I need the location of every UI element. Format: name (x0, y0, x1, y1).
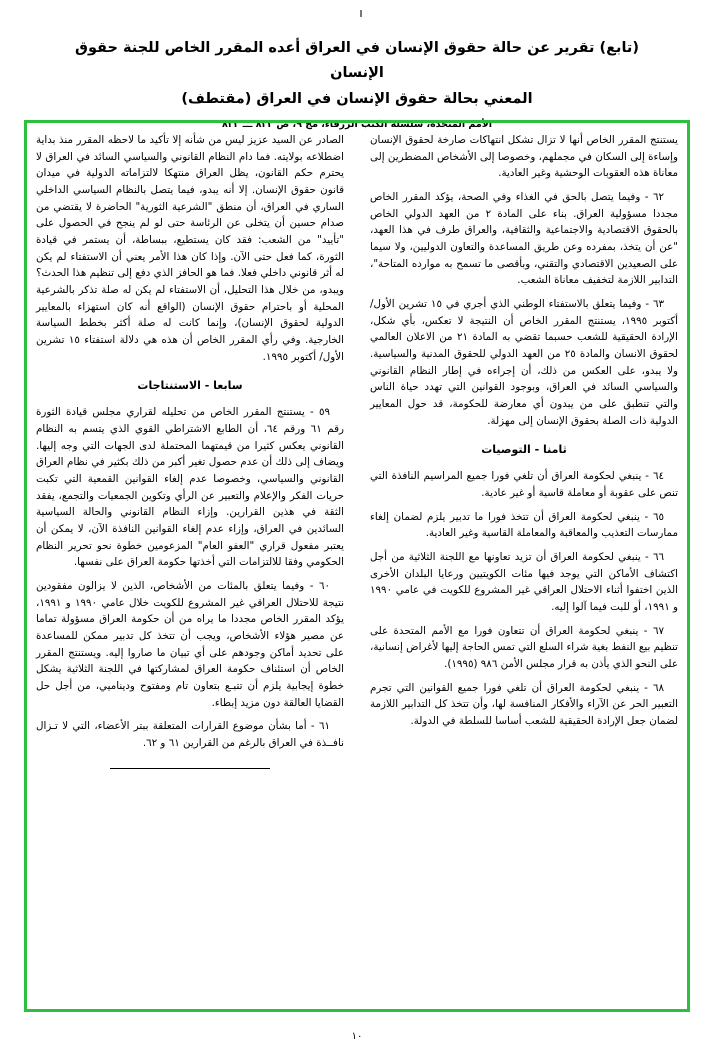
document-source-citation: "الأمم المتحدة، سلسلة الكتب الزرقاء، مج ٩، ص ٨٢٣ ـــ ٨٣٢" (216, 119, 498, 131)
paragraph: ٦٧ - ينبغي لحكومة العراق أن تتعاون فورا مع الأمم المتحدة على تنظيم بيع النفط بغية شراء السلع التي تمس الحاجة إليها لأغراض إنسانية، على النحو الذي يأذن به قرار مجلس الأمن ٩٨٦ (١٩٩٥). (370, 624, 678, 670)
paragraph: الصادر عن السيد عزيز ليس من شأنه إلا تأكيد ما لاحظه المقرر منذ بداية اضطلاعه بولايته. فما دام النظام القانوني والسياسي السائد في العراق لا يحترم حكم القانون، يظل العراق منتهكا لالتزاماته الدولية في ميدان قانون حقوق الإنسان. إلا أنه يبدو، فيما يتصل بالنظام السياسي الداخلي الساري في العراق، أن منطق "الشرعية الثورية" الحاضرة لا يقتضي من صدام حسين أن يتخلى عن الرئاسة حتى لو لم ينجح في الحصول على "تأييد" من الشعب: فقد كان يستطيع، ببساطة، أن يستمر في قيادة الثورة، كما فعل حتى الآن. وإذا كان هذا الأمر يعني أن الاستفتاء لم يكن له أثر قانوني داخلي فعلا. فما هو الحافز الذي دفع إلى تنظيم هذا الحدث؟ ويبدو، من خلال هذا التحليل، أن الاستفتاء لم يكن له صلة تذكر بالشرعية المحلية أو باحترام حقوق الإنسان (الواقع أنه كان استهزاء بالمعايير الدولية لحقوق الإنسان)، وإنما كانت له صلة أكثر بخطط السياسة الخارجية. وفي رأي المقرر الخاص أن هذه هي دلالة استفتاء ١٥ تشرين الأول/ أكتوبر ١٩٩٥. (36, 134, 344, 363)
document-title-line-1: (تابع) تقرير عن حالة حقوق الإنسان في العراق أعده المقرر الخاص للجنة حقوق الإنسان (75, 40, 639, 82)
paragraph: ٦٦ - ينبغي لحكومة العراق أن تزيد تعاونها مع اللجنة الثلاثية من أجل اكتشاف الأماكن التي يوجد فيها مئات الكويتيين ورعايا البلدان الأخرى الذين اختفوا أثناء الاحتلال العراقي غير المشروع للكويت في عامي ١٩٩٠ و ١٩٩١، أو للبت فيما آلوا إليه. (370, 550, 678, 613)
section-heading-recommendations: ثامنا - التوصيات (481, 443, 567, 457)
column-left (36, 132, 344, 994)
column-right (370, 132, 678, 994)
section-heading-conclusions: سابعا - الاستنتاجات (137, 379, 243, 393)
paragraph: ٦٠ - وفيما يتعلق بالمئات من الأشخاص، الذين لا يزالون مفقودين نتيجة للاحتلال العراقي غير المشروع للكويت خلال عامي ١٩٩٠ و ١٩٩١، يؤكد المقرر الخاص مجددا ما يراه من أن حكومة العراق مسؤولة تماما عن مصير هؤلاء الأشخاص، ويجب أن تتخذ كل تدبير ممكن للمساعدة على تحديد أماكن وجودهم على أي تبيان ما صاروا إليه. ويستنتج المقرر الخاص أن استئناف حكومة العراق لمشاركتها في اللجنة الثلاثية يشكل خطوة إيجابية يلزم أن تتبـع بتعاون تام ومفتوح وديناميي، من أجل حل القضايا العالقة دون مزيد إبطاء. (36, 579, 344, 709)
paragraph: ٦٢ - وفيما يتصل بالحق في الغذاء وفي الصحة، يؤكد المقرر الخاص مجددا مسؤولية العراق. بناء على المادة ٢ من العهد الدولي الخاص بالحقوق الاقتصادية والاجتماعية والثقافية، والعراق طرف في هذا العهد، "عن أن يتخذ، بمفرده وعن طريق المساعدة والتعاون الدوليين، ولا سيما على الصعيدين الاقتصادي والتقني، وبأقصى ما تسمح به موارده المتاحة"، التدابير اللازمة لتخفيف معاناة الشعب. (370, 191, 679, 287)
two-column-body (36, 132, 678, 994)
page-tick-mark (360, 10, 362, 17)
paragraph: ٦٣ - وفيما يتعلق بالاستفتاء الوطني الذي أجري في ١٥ تشرين الأول/ أكتوبر ١٩٩٥، يستنتج المقرر الخاص أن النتيجة لا تعكس، بأي شكل، الإرادة الحقيقية للشعب حسبما تقضي به المادة ٢١ من الاعلان العالمي لحقوق الانسان والمادة ٢٥ من العهد الدولي للحقوق المدنية والسياسية. ولا يبدو، على العكس من ذلك، أن إجراءه في إطار النظام القانوني والسياسي السائد في العراق، وبوجود القوانين التي تهدد حياة الناس والتي تنطبق على من يبدون أي معارضة للحكومة، قد حول المعايير الدولية ذات الصلة بحقوق الإنسان إلى مهزلة. (370, 298, 678, 427)
paragraph: ٦٥ - ينبغي لحكومة العراق أن تتخذ فورا ما تدبير يلزم لضمان إلغاء ممارسات التعذيب والمعاقبة والمعاملة القاسية وغير العادية. (370, 510, 678, 540)
paragraph: ٥٩ - يستنتج المقرر الخاص من تحليله لقراري مجلس قيادة الثورة رقم ٦١ ورقم ٦٤، أن الطابع الاشتراطي القوي الذي يتسم به النظام القانوني يعكس كثيرا من قيمتهما المحتملة لدى الجهات التي وجه إليها. ويضاف إلى ذلك أن عدم حصول تغير أكبر من ذلك بكثير في نظام العراق القانوني والسياسي، وخصوصا عدم إلغاء القوانين القمعية التي تكبت حريات الفكر والإعلام والتعبير عن الرأي وتكوين الجمعيات والتجمع، يفقد الثقة في هذين القرارين. وإزاء النظام القانوني والحالة السياسية السائدين في العراق، وإزاء عدم إلغاء القوانين النافذة الآن، لا يمكن أن يعتبر مفعول قراري "العفو العام" المزعومين خطوة نحو تحرير النظام الحكومي وفقا للالتزامات التي أخذتها حكومة العراق على نفسها. (36, 406, 344, 569)
paragraph: يستنتج المقرر الخاص أنها لا تزال تشكل انتهاكات صارخة لحقوق الإنسان وإساءة إلى السكان في مجملهم، وخصوصا إلى الأشخاص المضطرين إلى معاناة هذه العقوبات الوحشية وغير العادية. (370, 134, 678, 180)
section-divider-rule (110, 768, 270, 769)
document-title-line-2: المعني بحالة حقوق الإنسان في العراق (مقتطف) (181, 90, 533, 107)
paragraph: ٦١ - أما بشأن موضوع القرارات المتعلقة ببتر الأعضاء، التي لا تـزال نافــذة في العراق بالرغم من القرارين ٦١ و ٦٢. (36, 720, 344, 749)
document-header (0, 0, 714, 130)
paragraph: ٦٨ - ينبغي لحكومة العراق أن تلغي فورا جميع القوانين التي تجرم التعبير الحر عن الآراء والأفكار المنافسة لها، وأن تتخذ كل التدابير اللازمة لضمان جعل الإرادة الحقيقية للشعب أساسا للسلطة في الدولة. (370, 681, 678, 727)
paragraph: ٦٤ - ينبغي لحكومة العراق أن تلغي فورا جميع المراسيم النافذة التي تنص على عقوبة أو معاملة قاسية أو غير عادية. (370, 470, 678, 499)
page-number: ١٠ (351, 1031, 363, 1042)
